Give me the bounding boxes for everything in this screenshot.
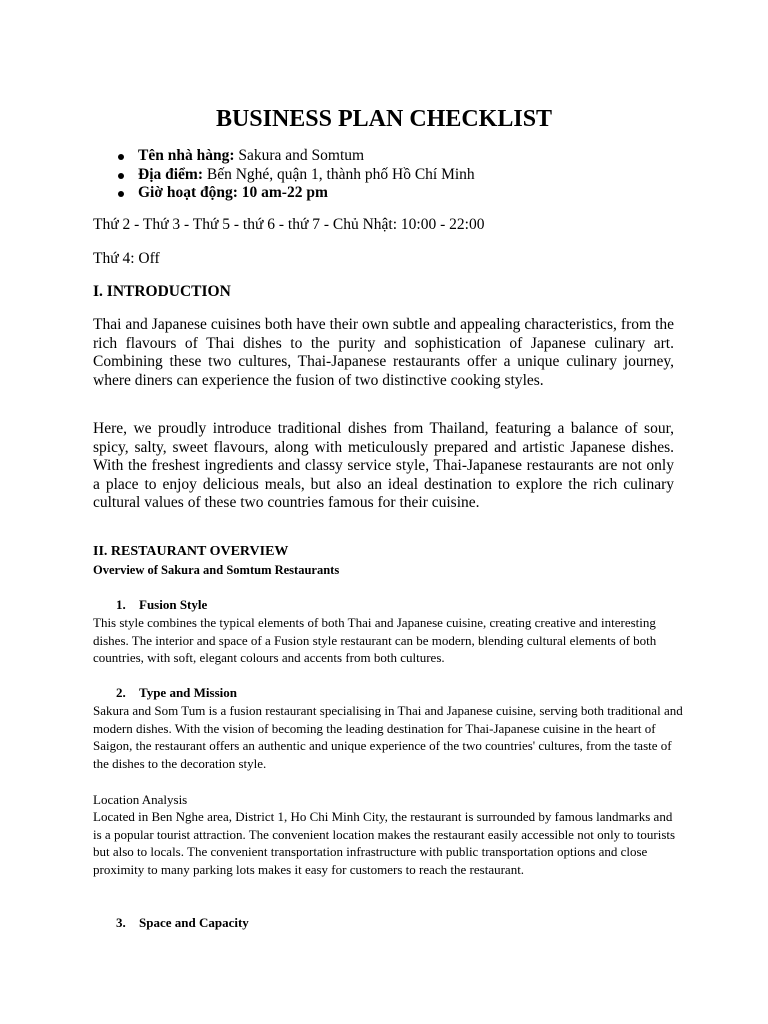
bullet-icon	[118, 191, 124, 197]
overview-subheading: Overview of Sakura and Somtum Restaurants	[93, 563, 340, 577]
intro-paragraph-2: Here, we proudly introduce traditional dishes from Thailand, featuring a balance of sour, spicy, salty, sweet flavours, along with meticulously prepared and artistic Japanese dishes. With the freshest ingredients and classy service style, Thai-Japanese restaurants are not only a place to enjoy delicious meals, but also an ideal destination to explore the rich culinary cultural values of these two countries famous for their cuisine.	[93, 420, 674, 511]
info-item-name	[118, 147, 678, 166]
document-title: BUSINESS PLAN CHECKLIST	[215, 106, 553, 132]
section-fusion-style-heading	[116, 597, 207, 613]
hours-weekdays: Thứ 2 - Thứ 3 - Thứ 5 - thứ 6 - thứ 7 - Chủ Nhật: 10:00 - 22:00	[93, 216, 485, 233]
info-item-hours	[118, 184, 678, 203]
bullet-icon	[118, 154, 124, 160]
info-label: Giờ hoạt động:	[138, 184, 238, 201]
info-label: Tên nhà hàng:	[138, 147, 235, 164]
section-number: 2.	[116, 685, 126, 700]
info-value: Bến Nghé, quận 1, thành phố Hồ Chí Minh	[203, 165, 475, 183]
location-analysis-text: Located in Ben Nghe area, District 1, Ho Chi Minh City, the restaurant is surrounded by famous landmarks and is a popular tourist attraction. The convenient location makes the restaurant easily accessible not only to tourists but also to locals. The convenient transportation infrastructure with public transportation options and close proximity to many parking lots makes it easy for customers to reach the restaurant.	[93, 809, 676, 877]
bullet-icon	[118, 173, 124, 179]
info-item-location	[118, 166, 678, 185]
section-type-mission-heading	[116, 685, 237, 701]
section-number: 3.	[116, 915, 126, 930]
intro-paragraph-1: Thai and Japanese cuisines both have their own subtle and appealing characteristics, from the rich flavours of Thai dishes to the purity and sophistication of Japanese culinary art. Combining these two cultures, Thai-Japanese restaurants offer a unique culinary journey, where diners can experience the fusion of two distinctive cooking styles.	[93, 316, 674, 389]
info-value: 10 am-22 pm	[237, 184, 328, 201]
intro-heading: I. INTRODUCTION	[93, 283, 231, 300]
overview-heading: II. RESTAURANT OVERVIEW	[93, 544, 289, 559]
restaurant-info-list	[118, 147, 678, 203]
section-number: 1.	[116, 597, 126, 612]
section-space-capacity-heading	[116, 915, 249, 931]
section-title: Space and Capacity	[139, 915, 249, 930]
section-title: Type and Mission	[139, 685, 238, 700]
info-label: Địa điểm:	[138, 165, 204, 183]
location-analysis-label: Location Analysis	[93, 792, 188, 807]
hours-off: Thứ 4: Off	[93, 250, 160, 267]
type-mission-text: Sakura and Som Tum is a fusion restaurant specialising in Thai and Japanese cuisine, serving both traditional and modern dishes. With the vision of becoming the leading destination for Thai-Japanese cuisine in the heart of Saigon, the restaurant offers an authentic and unique experience of the two countries' cultures, from the taste of the dishes to the decoration style.	[93, 703, 683, 771]
info-value: Sakura and Somtum	[234, 147, 365, 164]
fusion-style-text: This style combines the typical elements of both Thai and Japanese cuisine, creating creative and interesting dishes. The interior and space of a Fusion style restaurant can be modern, blending cultural elements of both countries, with soft, elegant colours and accents from both cultures.	[93, 615, 657, 665]
section-title: Fusion Style	[139, 597, 208, 612]
